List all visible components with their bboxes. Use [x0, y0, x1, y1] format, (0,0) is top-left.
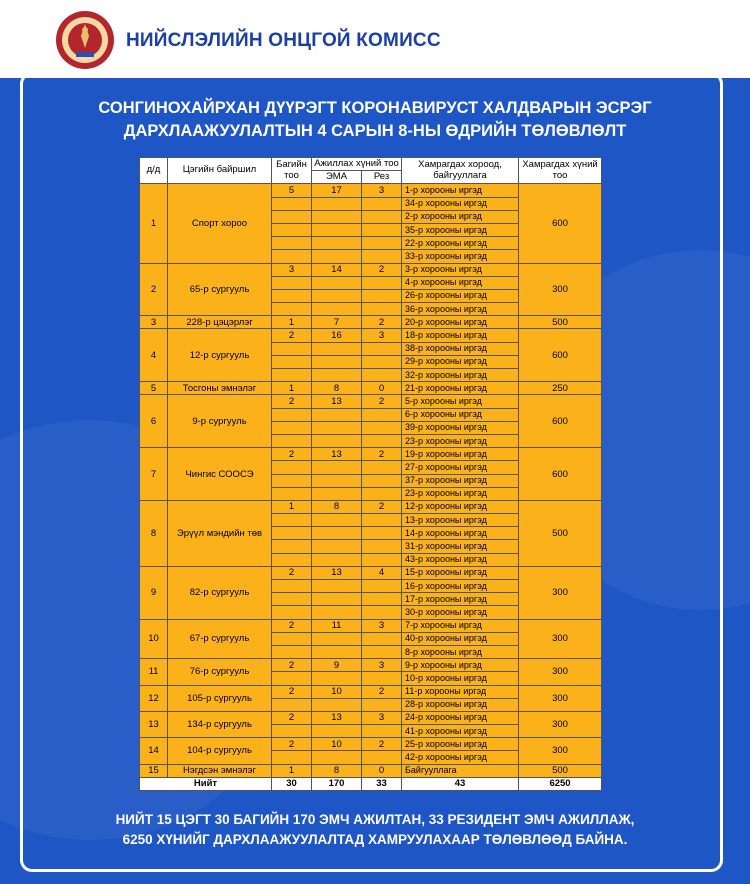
- row-ema: 14: [312, 263, 362, 276]
- row-teams: 5: [272, 184, 312, 197]
- row-teams: 2: [272, 566, 312, 579]
- vaccination-plan-table: [139, 157, 602, 791]
- row-rez: 3: [362, 659, 402, 672]
- summary-line-2: 6250 ХҮНИЙГ ДАРХЛААЖУУЛАЛТАД ХАМРУУЛАХААР ТӨЛӨВЛӨӨД БАЙНА.: [122, 832, 628, 847]
- row-teams-empty: [272, 210, 312, 223]
- row-rez-empty: [362, 553, 402, 566]
- row-rez: 2: [362, 395, 402, 408]
- row-ema-empty: [312, 487, 362, 500]
- row-rez: 3: [362, 711, 402, 724]
- row-teams-empty: [272, 514, 312, 527]
- header-days: Ажиллах хүний тоо: [312, 158, 402, 171]
- total-label: Нийт: [140, 777, 272, 790]
- row-coverage: 15-р хорооны иргэд: [402, 566, 519, 579]
- row-teams: 1: [272, 316, 312, 329]
- row-coverage: 24-р хорооны иргэд: [402, 711, 519, 724]
- row-rez-empty: [362, 223, 402, 236]
- row-rez: 3: [362, 619, 402, 632]
- row-people: 250: [519, 382, 602, 395]
- table-row: [140, 685, 602, 698]
- header-teams: Багийн тоо: [272, 158, 312, 184]
- row-ema: 8: [312, 382, 362, 395]
- row-ema-empty: [312, 355, 362, 368]
- row-coverage: 23-р хорооны иргэд: [402, 487, 519, 500]
- row-index: 7: [140, 448, 168, 501]
- row-rez-empty: [362, 514, 402, 527]
- row-coverage: 16-р хорооны иргэд: [402, 580, 519, 593]
- row-ema-empty: [312, 421, 362, 434]
- row-ema-empty: [312, 527, 362, 540]
- row-coverage: 21-р хорооны иргэд: [402, 382, 519, 395]
- row-teams-empty: [272, 223, 312, 236]
- row-index: 10: [140, 619, 168, 659]
- row-teams: 3: [272, 263, 312, 276]
- row-coverage: 9-р хорооны иргэд: [402, 659, 519, 672]
- row-coverage: 29-р хорооны иргэд: [402, 355, 519, 368]
- row-ema: 13: [312, 448, 362, 461]
- row-coverage: 38-р хорооны иргэд: [402, 342, 519, 355]
- row-ema-empty: [312, 698, 362, 711]
- row-teams: 2: [272, 329, 312, 342]
- row-coverage: 6-р хорооны иргэд: [402, 408, 519, 421]
- row-rez-empty: [362, 725, 402, 738]
- row-teams-empty: [272, 289, 312, 302]
- table-row: [140, 263, 602, 276]
- row-rez: 2: [362, 316, 402, 329]
- row-teams-empty: [272, 421, 312, 434]
- header-rez: Рез: [362, 171, 402, 184]
- row-rez-empty: [362, 237, 402, 250]
- row-rez-empty: [362, 408, 402, 421]
- row-rez-empty: [362, 434, 402, 447]
- row-ema-empty: [312, 342, 362, 355]
- table-row: [140, 738, 602, 751]
- row-coverage: Байгууллага: [402, 764, 519, 777]
- row-rez-empty: [362, 342, 402, 355]
- row-location: 67-р сургууль: [168, 619, 272, 659]
- row-coverage: 14-р хорооны иргэд: [402, 527, 519, 540]
- row-rez-empty: [362, 303, 402, 316]
- row-people: 500: [519, 316, 602, 329]
- title-line-1: СОНГИНОХАЙРХАН ДҮҮРЭГТ КОРОНАВИРУСТ ХАЛДВАРЫН ЭСРЭГ: [98, 99, 652, 117]
- row-location: Спорт хороо: [168, 184, 272, 263]
- row-rez-empty: [362, 698, 402, 711]
- header-coverage: Хамрагдах хороод, байгууллага: [402, 158, 519, 184]
- row-ema: 10: [312, 738, 362, 751]
- row-rez-empty: [362, 250, 402, 263]
- table-row: [140, 764, 602, 777]
- row-coverage: 34-р хорооны иргэд: [402, 197, 519, 210]
- row-teams: 1: [272, 764, 312, 777]
- row-rez-empty: [362, 369, 402, 382]
- row-coverage: 41-р хорооны иргэд: [402, 725, 519, 738]
- row-teams: 2: [272, 448, 312, 461]
- table-row: [140, 619, 602, 632]
- row-coverage: 23-р хорооны иргэд: [402, 434, 519, 447]
- summary-text: [20, 810, 730, 850]
- table-row: [140, 184, 602, 197]
- row-ema: 9: [312, 659, 362, 672]
- row-ema-empty: [312, 593, 362, 606]
- row-index: 3: [140, 316, 168, 329]
- row-rez: 2: [362, 500, 402, 513]
- row-rez-empty: [362, 210, 402, 223]
- row-index: 15: [140, 764, 168, 777]
- row-ema-empty: [312, 474, 362, 487]
- top-header: [0, 0, 750, 78]
- row-rez-empty: [362, 474, 402, 487]
- state-emblem-icon: [54, 8, 116, 72]
- row-teams-empty: [272, 580, 312, 593]
- row-coverage: 18-р хорооны иргэд: [402, 329, 519, 342]
- row-location: 9-р сургууль: [168, 395, 272, 448]
- row-ema-empty: [312, 645, 362, 658]
- row-location: Тосгоны эмнэлэг: [168, 382, 272, 395]
- row-rez: 4: [362, 566, 402, 579]
- row-teams-empty: [272, 434, 312, 447]
- row-location: 228-р цэцэрлэг: [168, 316, 272, 329]
- row-ema-empty: [312, 514, 362, 527]
- row-ema-empty: [312, 434, 362, 447]
- row-rez-empty: [362, 197, 402, 210]
- row-coverage: 20-р хорооны иргэд: [402, 316, 519, 329]
- row-teams: 2: [272, 659, 312, 672]
- row-ema-empty: [312, 369, 362, 382]
- row-rez-empty: [362, 289, 402, 302]
- row-teams-empty: [272, 461, 312, 474]
- row-teams-empty: [272, 593, 312, 606]
- row-rez-empty: [362, 593, 402, 606]
- row-index: 9: [140, 566, 168, 619]
- row-ema: 17: [312, 184, 362, 197]
- row-teams-empty: [272, 237, 312, 250]
- row-coverage: 17-р хорооны иргэд: [402, 593, 519, 606]
- row-people: 500: [519, 764, 602, 777]
- row-ema: 8: [312, 764, 362, 777]
- row-coverage: 40-р хорооны иргэд: [402, 632, 519, 645]
- row-teams: 2: [272, 395, 312, 408]
- table-row: [140, 395, 602, 408]
- total-coverage: 43: [402, 777, 519, 790]
- row-ema: 7: [312, 316, 362, 329]
- row-location: 134-р сургууль: [168, 711, 272, 737]
- row-location: 104-р сургууль: [168, 738, 272, 764]
- row-location: 12-р сургууль: [168, 329, 272, 382]
- table-header-row: [140, 158, 602, 171]
- row-ema-empty: [312, 303, 362, 316]
- row-coverage: 30-р хорооны иргэд: [402, 606, 519, 619]
- table-row: [140, 316, 602, 329]
- row-location: 105-р сургууль: [168, 685, 272, 711]
- table-row: [140, 329, 602, 342]
- page-title: [20, 97, 730, 143]
- row-rez: 0: [362, 382, 402, 395]
- row-teams: 1: [272, 500, 312, 513]
- row-people: 600: [519, 448, 602, 501]
- row-people: 600: [519, 395, 602, 448]
- total-rez: 33: [362, 777, 402, 790]
- row-teams-empty: [272, 408, 312, 421]
- row-ema-empty: [312, 223, 362, 236]
- row-rez-empty: [362, 540, 402, 553]
- row-coverage: 2-р хорооны иргэд: [402, 210, 519, 223]
- row-index: 11: [140, 659, 168, 685]
- row-location: 76-р сургууль: [168, 659, 272, 685]
- row-rez: 2: [362, 738, 402, 751]
- header-people: Хамрагдах хүний тоо: [519, 158, 602, 184]
- table-row: [140, 500, 602, 513]
- row-people: 600: [519, 329, 602, 382]
- row-rez: 2: [362, 263, 402, 276]
- row-coverage: 19-р хорооны иргэд: [402, 448, 519, 461]
- row-location: Нэгдсэн эмнэлэг: [168, 764, 272, 777]
- row-teams-empty: [272, 527, 312, 540]
- row-coverage: 26-р хорооны иргэд: [402, 289, 519, 302]
- row-coverage: 43-р хорооны иргэд: [402, 553, 519, 566]
- row-rez: 3: [362, 184, 402, 197]
- row-rez-empty: [362, 421, 402, 434]
- row-people: 500: [519, 500, 602, 566]
- row-coverage: 42-р хорооны иргэд: [402, 751, 519, 764]
- row-rez-empty: [362, 527, 402, 540]
- row-coverage: 35-р хорооны иргэд: [402, 223, 519, 236]
- row-rez-empty: [362, 276, 402, 289]
- row-coverage: 33-р хорооны иргэд: [402, 250, 519, 263]
- row-coverage: 32-р хорооны иргэд: [402, 369, 519, 382]
- row-ema-empty: [312, 461, 362, 474]
- row-ema-empty: [312, 197, 362, 210]
- row-coverage: 27-р хорооны иргэд: [402, 461, 519, 474]
- row-index: 13: [140, 711, 168, 737]
- row-location: Эрүүл мэндийн төв: [168, 500, 272, 566]
- row-rez-empty: [362, 751, 402, 764]
- row-teams-empty: [272, 369, 312, 382]
- row-teams-empty: [272, 303, 312, 316]
- row-index: 14: [140, 738, 168, 764]
- row-ema-empty: [312, 408, 362, 421]
- row-coverage: 10-р хорооны иргэд: [402, 672, 519, 685]
- row-coverage: 7-р хорооны иргэд: [402, 619, 519, 632]
- row-coverage: 1-р хорооны иргэд: [402, 184, 519, 197]
- row-teams: 2: [272, 685, 312, 698]
- row-rez-empty: [362, 355, 402, 368]
- row-rez-empty: [362, 606, 402, 619]
- row-rez-empty: [362, 632, 402, 645]
- row-people: 300: [519, 659, 602, 685]
- row-ema: 8: [312, 500, 362, 513]
- row-teams: 2: [272, 738, 312, 751]
- row-people: 300: [519, 263, 602, 316]
- row-teams-empty: [272, 725, 312, 738]
- row-location: Чингис СООСЭ: [168, 448, 272, 501]
- row-rez-empty: [362, 580, 402, 593]
- table-row: [140, 659, 602, 672]
- row-teams-empty: [272, 645, 312, 658]
- row-index: 5: [140, 382, 168, 395]
- row-teams-empty: [272, 250, 312, 263]
- row-people: 300: [519, 685, 602, 711]
- row-coverage: 13-р хорооны иргэд: [402, 514, 519, 527]
- row-index: 1: [140, 184, 168, 263]
- row-teams-empty: [272, 197, 312, 210]
- org-name: НИЙСЛЭЛИЙН ОНЦГОЙ КОМИСС: [126, 30, 441, 51]
- row-ema-empty: [312, 289, 362, 302]
- total-people: 6250: [519, 777, 602, 790]
- row-index: 12: [140, 685, 168, 711]
- row-teams-empty: [272, 355, 312, 368]
- row-coverage: 5-р хорооны иргэд: [402, 395, 519, 408]
- row-coverage: 12-р хорооны иргэд: [402, 500, 519, 513]
- row-rez-empty: [362, 461, 402, 474]
- row-ema-empty: [312, 672, 362, 685]
- row-coverage: 22-р хорооны иргэд: [402, 237, 519, 250]
- row-teams-empty: [272, 540, 312, 553]
- row-ema: 11: [312, 619, 362, 632]
- row-ema-empty: [312, 276, 362, 289]
- total-teams: 30: [272, 777, 312, 790]
- row-ema: 10: [312, 685, 362, 698]
- row-location: 82-р сургууль: [168, 566, 272, 619]
- row-teams: 2: [272, 619, 312, 632]
- row-teams: 1: [272, 382, 312, 395]
- row-teams-empty: [272, 487, 312, 500]
- row-rez: 0: [362, 764, 402, 777]
- row-ema-empty: [312, 606, 362, 619]
- table-row: [140, 711, 602, 724]
- row-ema-empty: [312, 725, 362, 738]
- row-coverage: 25-р хорооны иргэд: [402, 738, 519, 751]
- total-ema: 170: [312, 777, 362, 790]
- row-people: 300: [519, 738, 602, 764]
- row-index: 4: [140, 329, 168, 382]
- row-location: 65-р сургууль: [168, 263, 272, 316]
- row-rez-empty: [362, 672, 402, 685]
- row-people: 300: [519, 619, 602, 659]
- row-teams-empty: [272, 672, 312, 685]
- row-index: 8: [140, 500, 168, 566]
- row-coverage: 3-р хорооны иргэд: [402, 263, 519, 276]
- table-row: [140, 382, 602, 395]
- row-people: 300: [519, 566, 602, 619]
- row-ema-empty: [312, 632, 362, 645]
- row-ema-empty: [312, 250, 362, 263]
- row-ema-empty: [312, 751, 362, 764]
- row-ema-empty: [312, 580, 362, 593]
- header-location: Цэгийн байршил: [168, 158, 272, 184]
- row-ema: 13: [312, 566, 362, 579]
- row-ema: 16: [312, 329, 362, 342]
- row-teams-empty: [272, 342, 312, 355]
- row-coverage: 28-р хорооны иргэд: [402, 698, 519, 711]
- row-coverage: 37-р хорооны иргэд: [402, 474, 519, 487]
- row-ema-empty: [312, 210, 362, 223]
- row-people: 600: [519, 184, 602, 263]
- row-coverage: 4-р хорооны иргэд: [402, 276, 519, 289]
- row-ema: 13: [312, 711, 362, 724]
- row-coverage: 31-р хорооны иргэд: [402, 540, 519, 553]
- title-line-2: ДАРХЛААЖУУЛАЛТЫН 4 САРЫН 8-НЫ ӨДРИЙН ТӨЛӨВЛӨЛТ: [123, 122, 627, 140]
- row-teams-empty: [272, 474, 312, 487]
- row-teams-empty: [272, 553, 312, 566]
- row-rez-empty: [362, 487, 402, 500]
- row-teams-empty: [272, 698, 312, 711]
- row-ema: 13: [312, 395, 362, 408]
- total-row: [140, 777, 602, 790]
- row-coverage: 11-р хорооны иргэд: [402, 685, 519, 698]
- row-index: 6: [140, 395, 168, 448]
- row-coverage: 8-р хорооны иргэд: [402, 645, 519, 658]
- row-rez-empty: [362, 645, 402, 658]
- row-teams-empty: [272, 606, 312, 619]
- row-teams-empty: [272, 751, 312, 764]
- row-teams-empty: [272, 632, 312, 645]
- row-teams-empty: [272, 276, 312, 289]
- header-dd: д/д: [140, 158, 168, 184]
- row-teams: 2: [272, 711, 312, 724]
- row-rez: 2: [362, 685, 402, 698]
- row-rez: 2: [362, 448, 402, 461]
- row-rez: 3: [362, 329, 402, 342]
- row-index: 2: [140, 263, 168, 316]
- table-row: [140, 566, 602, 579]
- row-coverage: 36-р хорооны иргэд: [402, 303, 519, 316]
- header-ema: ЭМА: [312, 171, 362, 184]
- summary-line-1: НИЙТ 15 ЦЭГТ 30 БАГИЙН 170 ЭМЧ АЖИЛТАН, 33 РЕЗИДЕНТ ЭМЧ АЖИЛЛАЖ,: [115, 812, 635, 827]
- row-ema-empty: [312, 540, 362, 553]
- row-ema-empty: [312, 237, 362, 250]
- table-row: [140, 448, 602, 461]
- row-coverage: 39-р хорооны иргэд: [402, 421, 519, 434]
- row-ema-empty: [312, 553, 362, 566]
- row-people: 300: [519, 711, 602, 737]
